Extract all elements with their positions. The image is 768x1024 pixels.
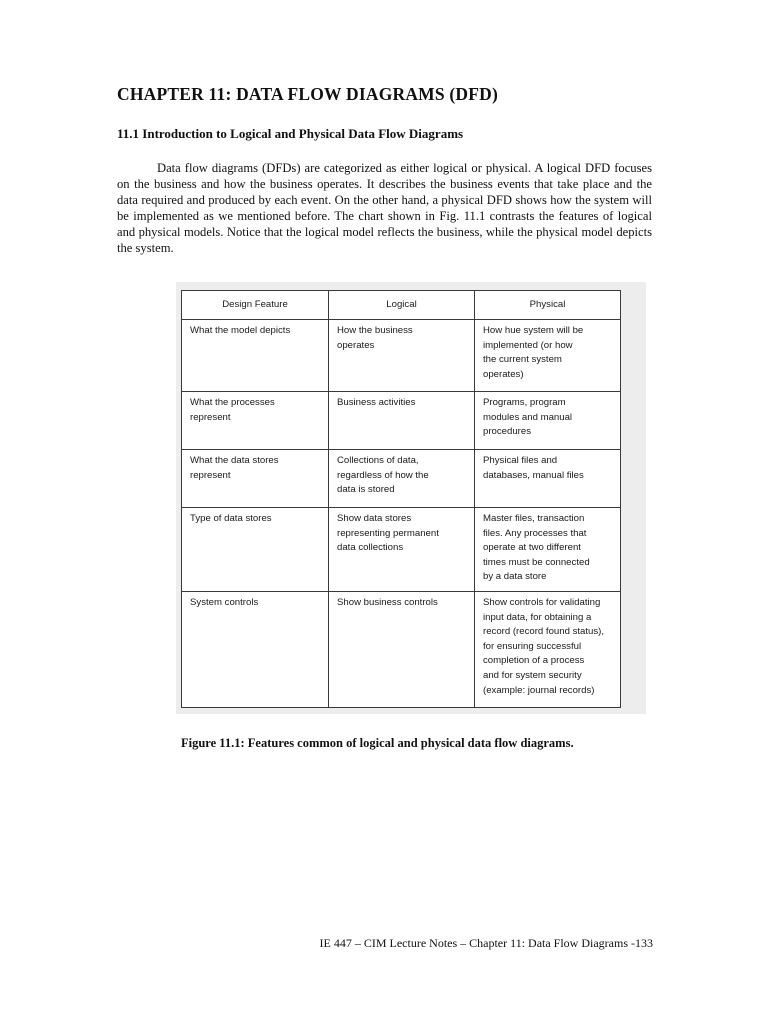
header-design-feature: Design Feature — [182, 291, 329, 320]
section-heading: 11.1 Introduction to Logical and Physical Data Flow Diagrams — [117, 126, 464, 141]
physical-cell: Physical files and databases, manual files — [475, 450, 621, 508]
logical-cell: Business activities — [329, 392, 475, 450]
page-footer: IE 447 – CIM Lecture Notes – Chapter 11: Data Flow Diagrams -133 — [319, 936, 653, 950]
header-logical: Logical — [329, 291, 475, 320]
table-header-row — [182, 291, 621, 320]
logical-cell: Collections of data, regardless of how the data is stored — [329, 450, 475, 508]
chapter-title: CHAPTER 11: DATA FLOW DIAGRAMS (DFD) — [117, 84, 499, 104]
logical-cell: How the business operates — [329, 320, 475, 392]
table-row — [182, 320, 621, 392]
table-row — [182, 450, 621, 508]
figure-table — [181, 290, 621, 708]
physical-cell: Show controls for validating input data, for obtaining a record (record found status), for ensuring successful completion of a process and for system security (example: journal records) — [475, 592, 621, 708]
physical-cell: How hue system will be implemented (or how the current system operates) — [475, 320, 621, 392]
logical-cell: Show business controls — [329, 592, 475, 708]
design-feature-cell: System controls — [182, 592, 329, 708]
header-physical: Physical — [475, 291, 621, 320]
design-feature-cell: What the processes represent — [182, 392, 329, 450]
table-row — [182, 592, 621, 708]
physical-cell: Master files, transaction files. Any processes that operate at two different times must be connected by a data store — [475, 508, 621, 592]
design-feature-cell: Type of data stores — [182, 508, 329, 592]
physical-cell: Programs, program modules and manual procedures — [475, 392, 621, 450]
design-feature-cell: What the model depicts — [182, 320, 329, 392]
table-row — [182, 392, 621, 450]
table-row — [182, 508, 621, 592]
figure-caption: Figure 11.1: Features common of logical and physical data flow diagrams. — [181, 736, 574, 750]
logical-cell: Show data stores representing permanent data collections — [329, 508, 475, 592]
intro-paragraph: Data flow diagrams (DFDs) are categorized as either logical or physical. A logical DFD focuses on the business and how the business operates. It describes the business events that take place and the data required and produced by each event. On the other hand, a physical DFD shows how the system will be implemented as we mentioned before. The chart shown in Fig. 11.1 contrasts the features of logical and physical models. Notice that the logical model reflects the business, while the physical model depicts the system. — [117, 161, 652, 255]
design-feature-cell: What the data stores represent — [182, 450, 329, 508]
